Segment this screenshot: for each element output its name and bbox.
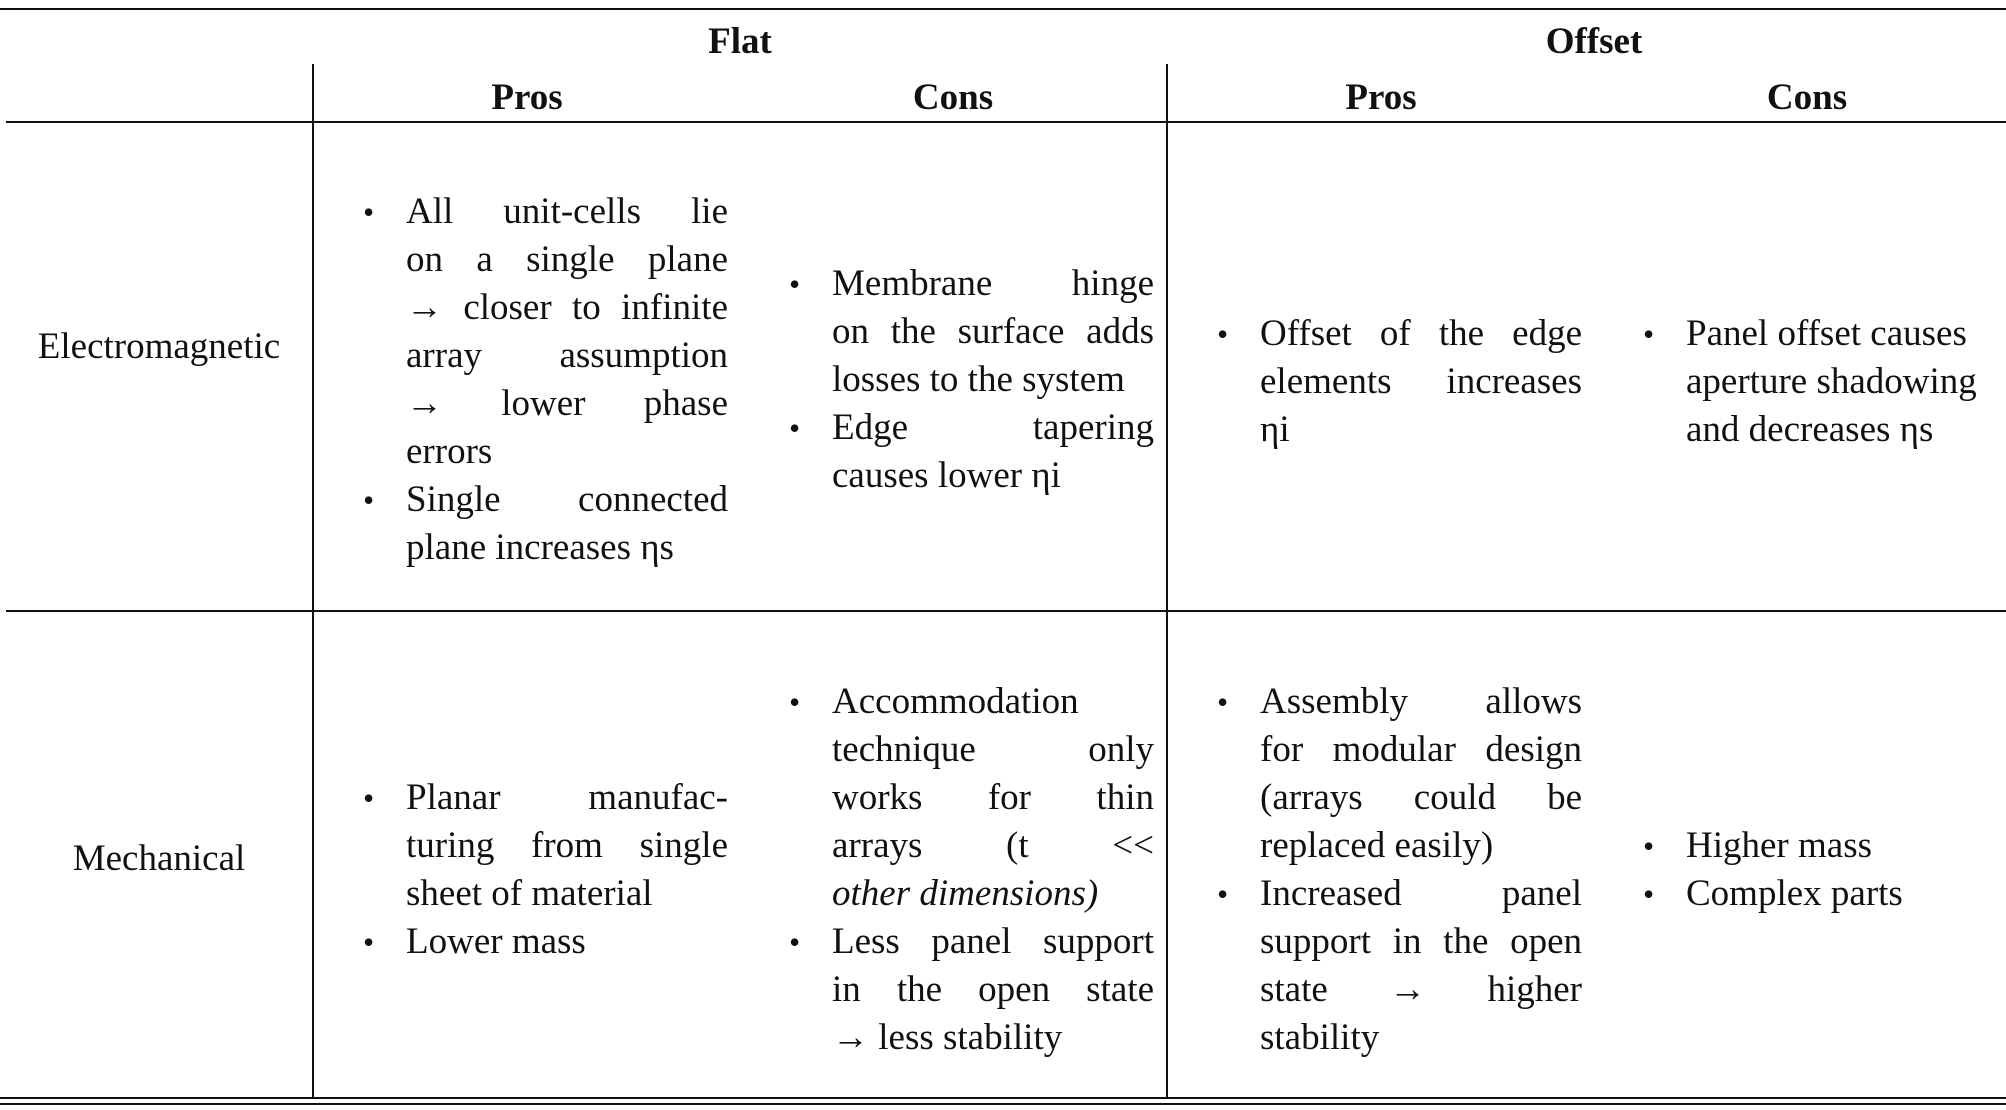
mechanical-flat-cons-list <box>789 678 1154 1062</box>
electromagnetic-flat-pros-list <box>363 188 728 572</box>
group-divider <box>1166 64 1168 1098</box>
text-line: • Assembly allows <box>1260 681 1582 722</box>
sub-header-flat-cons: Cons <box>912 77 994 118</box>
list-item <box>1217 310 1582 454</box>
text-line: on a single plane <box>406 239 728 280</box>
text-line: aperture shadowing <box>1686 361 1977 402</box>
text-line: • Single connected <box>406 479 728 520</box>
text-line: technique only <box>832 729 1154 770</box>
text-line: plane increases ηs <box>406 527 674 568</box>
text-line: → lower phase <box>406 383 728 424</box>
text-line: sheet of material <box>406 873 653 914</box>
list-item <box>1643 310 2006 454</box>
list-item <box>789 918 1154 1062</box>
list-item <box>789 404 1154 500</box>
text-line: • Offset of the edge <box>1260 313 1582 354</box>
mechanical-flat-pros-list <box>363 774 728 966</box>
text-line: turing from single <box>406 825 728 866</box>
text-line: • Edge tapering <box>832 407 1154 448</box>
text-line: array assumption <box>406 335 728 376</box>
list-item <box>1217 870 1582 1062</box>
text-line: on the surface adds <box>832 311 1154 352</box>
text-line: replaced easily) <box>1260 825 1494 866</box>
text-line: and decreases ηs <box>1686 409 1934 450</box>
text-line: → less stability <box>832 1017 1063 1058</box>
mechanical-offset-cons-list <box>1643 822 2006 918</box>
list-item <box>1643 822 2006 870</box>
row-label-divider <box>312 64 314 1098</box>
text-line: losses to the system <box>832 359 1125 400</box>
text-line: ηi <box>1260 409 1290 450</box>
text-line: → closer to infinite <box>406 287 728 328</box>
text-line: elements increases <box>1260 361 1582 402</box>
text-line: • Increased panel <box>1260 873 1582 914</box>
sub-header-flat-pros: Pros <box>491 77 563 118</box>
row-separator-rule <box>6 610 2006 612</box>
text-line: • All unit-cells lie <box>406 191 728 232</box>
text-line: state → higher <box>1260 969 1582 1010</box>
group-header-offset: Offset <box>1545 21 1643 62</box>
text-line: arrays (t << <box>832 825 1154 866</box>
list-item <box>363 918 728 966</box>
mechanical-offset-pros-list <box>1217 678 1582 1062</box>
electromagnetic-offset-cons-list <box>1643 310 2006 454</box>
text-line: • Accommodation <box>832 681 1079 722</box>
text-line: • Membrane hinge <box>832 263 1154 304</box>
electromagnetic-offset-pros-list <box>1217 310 1582 454</box>
text-line: • Panel offset causes <box>1686 313 1967 354</box>
row-label-electromagnetic: Electromagnetic <box>37 326 281 367</box>
list-item <box>363 188 728 476</box>
list-item <box>363 476 728 572</box>
list-item <box>789 678 1154 918</box>
text-line: • Planar manufac- <box>406 777 728 818</box>
text-line: • Less panel support <box>832 921 1154 962</box>
row-label-mechanical: Mechanical <box>72 838 246 879</box>
text-line: (arrays could be <box>1260 777 1582 818</box>
group-header-flat: Flat <box>708 21 772 62</box>
electromagnetic-flat-cons-list <box>789 260 1154 500</box>
text-line: errors <box>406 431 493 472</box>
text-line: • Lower mass <box>406 921 586 962</box>
text-line: • Higher mass <box>1686 825 1872 866</box>
text-line: works for thin <box>832 777 1154 818</box>
bottom-rule-upper <box>0 1097 2006 1099</box>
list-item <box>1217 678 1582 870</box>
text-line: stability <box>1260 1017 1380 1058</box>
bottom-rule-lower <box>0 1103 2006 1105</box>
list-item <box>1643 870 2006 918</box>
text-line: other dimensions) <box>832 873 1099 914</box>
list-item <box>789 260 1154 404</box>
list-item <box>363 774 728 918</box>
top-rule <box>0 8 2006 10</box>
text-line: support in the open <box>1260 921 1582 962</box>
text-line: • Complex parts <box>1686 873 1903 914</box>
text-line: causes lower ηi <box>832 455 1061 496</box>
sub-header-offset-cons: Cons <box>1766 77 1848 118</box>
text-line: for modular design <box>1260 729 1582 770</box>
text-line: in the open state <box>832 969 1154 1010</box>
sub-header-offset-pros: Pros <box>1345 77 1417 118</box>
